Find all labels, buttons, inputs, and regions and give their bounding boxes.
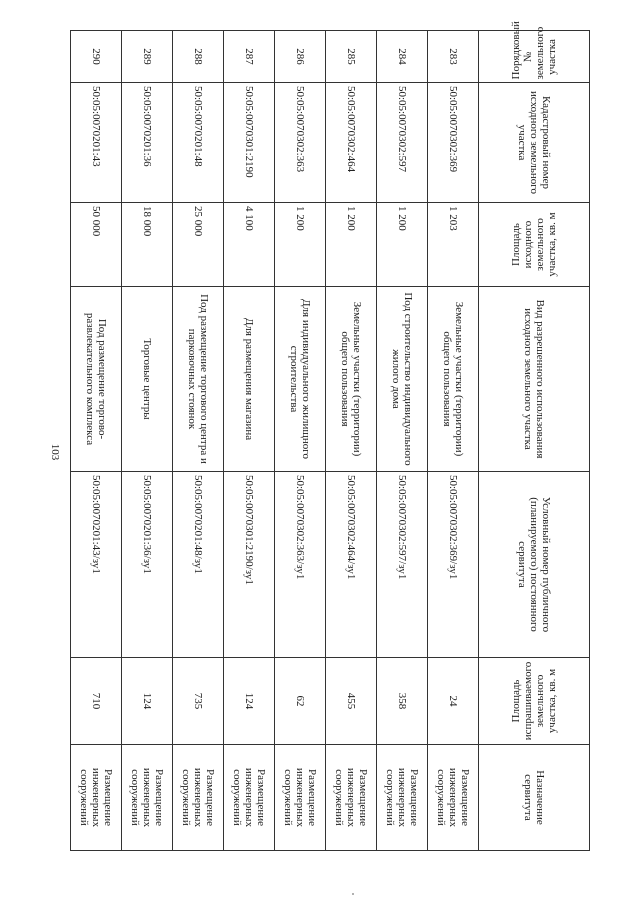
cell-plot-number: 287 bbox=[224, 31, 275, 83]
cell-conditional-number: 50:05:0070302:369/зу1 bbox=[428, 472, 479, 658]
header-cadastral-number: Кадастровый номер исходного земельного участка bbox=[479, 83, 590, 203]
cell-requested-area: 710 bbox=[71, 658, 122, 745]
cell-plot-number: 290 bbox=[71, 31, 122, 83]
cell-permitted-use: Под размещение торгово-развлекательного комплекса bbox=[71, 287, 122, 472]
header-source-area-text: Площадь исходного земельного участка, кв. м bbox=[510, 212, 558, 277]
cell-cadastral-number: 50:05:0070302:369 bbox=[428, 83, 479, 203]
cell-cadastral-number: 50:05:0070201:36 bbox=[122, 83, 173, 203]
header-source-area bbox=[479, 203, 590, 287]
cell-permitted-use: Земельные участки (территории) общего пользования bbox=[428, 287, 479, 472]
header-plot-number: Порядковый № земельного участка bbox=[479, 31, 590, 83]
cell-conditional-number: 50:05:0070201:43/зу1 bbox=[71, 472, 122, 658]
cell-requested-area: 62 bbox=[275, 658, 326, 745]
cell-permitted-use: Под размещение торгового центра и парковочных стоянок bbox=[173, 287, 224, 472]
table-row bbox=[122, 31, 173, 851]
cell-cadastral-number: 50:05:0070201:48 bbox=[173, 83, 224, 203]
cell-servitude-purpose: Размещение инженерных сооружений bbox=[71, 745, 122, 851]
cell-plot-number: 285 bbox=[326, 31, 377, 83]
cell-servitude-purpose: Размещение инженерных сооружений bbox=[326, 745, 377, 851]
cell-plot-number: 283 bbox=[428, 31, 479, 83]
cell-servitude-purpose: Размещение инженерных сооружений bbox=[428, 745, 479, 851]
cell-conditional-number: 50:05:0070201:48/зу1 bbox=[173, 472, 224, 658]
cell-servitude-purpose: Размещение инженерных сооружений bbox=[275, 745, 326, 851]
cell-requested-area: 124 bbox=[224, 658, 275, 745]
header-servitude-purpose: Назначение сервитута bbox=[479, 745, 590, 851]
cell-conditional-number: 50:05:0070302:363/зу1 bbox=[275, 472, 326, 658]
header-requested-area-text: Площадь испрашиваемого земельного участка, кв. м bbox=[510, 661, 558, 741]
cell-cadastral-number: 50:05:0070302:464 bbox=[326, 83, 377, 203]
cell-permitted-use: Для индивидуального жилищного строительства bbox=[275, 287, 326, 472]
cell-permitted-use: Земельные участки (территории) общего пользования bbox=[326, 287, 377, 472]
scan-speck bbox=[352, 893, 354, 895]
cell-cadastral-number: 50:05:0070301:2190 bbox=[224, 83, 275, 203]
cell-source-area: 1 200 bbox=[377, 203, 428, 287]
cell-permitted-use: Торговые центры bbox=[122, 287, 173, 472]
cell-servitude-purpose: Размещение инженерных сооружений bbox=[122, 745, 173, 851]
rotated-page bbox=[70, 20, 590, 850]
cell-permitted-use: Для размещения магазина bbox=[224, 287, 275, 472]
cell-requested-area: 124 bbox=[122, 658, 173, 745]
page-number: 103 bbox=[49, 443, 61, 461]
table-header-row bbox=[479, 31, 590, 851]
cell-cadastral-number: 50:05:0070302:363 bbox=[275, 83, 326, 203]
cell-conditional-number: 50:05:0070302:464/зу1 bbox=[326, 472, 377, 658]
cell-conditional-number: 50:05:0070201:36/зу1 bbox=[122, 472, 173, 658]
cell-permitted-use: Под строительство индивидуального жилого дома bbox=[377, 287, 428, 472]
cell-source-area: 1 203 bbox=[428, 203, 479, 287]
cell-servitude-purpose: Размещение инженерных сооружений bbox=[377, 745, 428, 851]
cell-requested-area: 455 bbox=[326, 658, 377, 745]
cell-source-area: 1 200 bbox=[326, 203, 377, 287]
cell-source-area: 25 000 bbox=[173, 203, 224, 287]
table-row bbox=[377, 31, 428, 851]
cell-requested-area: 24 bbox=[428, 658, 479, 745]
cell-source-area: 1 200 bbox=[275, 203, 326, 287]
cell-cadastral-number: 50:05:0070302:597 bbox=[377, 83, 428, 203]
cell-plot-number: 286 bbox=[275, 31, 326, 83]
cell-servitude-purpose: Размещение инженерных сооружений bbox=[173, 745, 224, 851]
table-row bbox=[275, 31, 326, 851]
cell-requested-area: 358 bbox=[377, 658, 428, 745]
cell-cadastral-number: 50:05:0070201:43 bbox=[71, 83, 122, 203]
table-row bbox=[428, 31, 479, 851]
header-permitted-use: Вид разрешенного использования исходного земельного участка bbox=[479, 287, 590, 472]
servitude-table bbox=[70, 20, 590, 851]
cell-conditional-number: 50:05:0070302:597/зу1 bbox=[377, 472, 428, 658]
table-row bbox=[173, 31, 224, 851]
cell-source-area: 4 100 bbox=[224, 203, 275, 287]
cell-plot-number: 288 bbox=[173, 31, 224, 83]
cell-plot-number: 284 bbox=[377, 31, 428, 83]
cell-requested-area: 735 bbox=[173, 658, 224, 745]
cell-source-area: 50 000 bbox=[71, 203, 122, 287]
cell-conditional-number: 50:05:0070301:2190/зу1 bbox=[224, 472, 275, 658]
cell-servitude-purpose: Размещение инженерных сооружений bbox=[224, 745, 275, 851]
header-conditional-number: Условный номер публичного (планируемого) постоянного сервитута bbox=[479, 472, 590, 658]
cell-source-area: 18 000 bbox=[122, 203, 173, 287]
header-requested-area bbox=[479, 658, 590, 745]
table-row bbox=[224, 31, 275, 851]
table-row bbox=[326, 31, 377, 851]
table-row bbox=[71, 31, 122, 851]
cell-plot-number: 289 bbox=[122, 31, 173, 83]
